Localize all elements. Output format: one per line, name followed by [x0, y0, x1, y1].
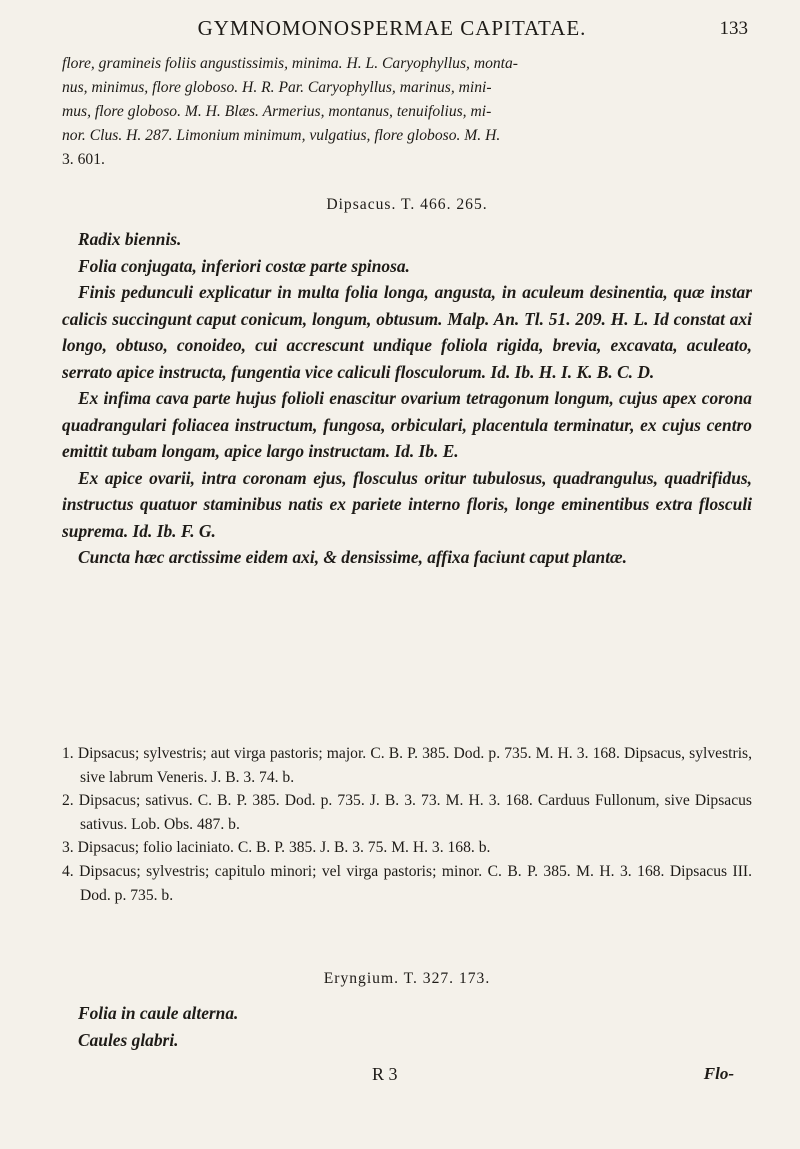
description-paragraph: Finis pedunculi explicatur in multa folia longa, angusta, in aculeum desinentia, quæ instar calicis succingunt caput conicum, longum, obtusum. Malp. An. Tl. 51. 209. H. L. Id constat axi longo, obtuso, conoideo, cui accrescunt undique foliola rigida, brevia, excavata, aculeato, serrato apice instructa, fungentia vice caliculi flosculorum. Id. Ib. H. I. K. B. C. D. [62, 282, 752, 382]
description-paragraph: Ex infima cava parte hujus folioli enascitur ovarium tetragonum longum, cujus apex corona quadrangulari foliacea instructum, fungosa, orbiculari, placentula terminatur, ex cujus centro emittit tubam longam, apice largo instructam. Id. Ib. E. [62, 388, 752, 461]
section-heading-dipsacus: Dipsacus. T. 466. 265. [326, 196, 488, 213]
intro-line: 3. 601. [62, 151, 105, 168]
description-paragraph: Folia in caule alterna. [78, 1003, 239, 1023]
description-paragraph: Cuncta hæc arctissime eidem axi, & densissime, affixa faciunt caput plantæ. [78, 547, 627, 567]
eryngium-description [62, 1000, 752, 1053]
signature-mark: R 3 [372, 1064, 398, 1084]
description-paragraph: Folia conjugata, inferiori costæ parte spinosa. [78, 255, 410, 276]
synonym-entry: 4. Dipsacus; sylvestris; capitulo minori; vel virga pastoris; minor. C. B. P. 385. M. H. 3. 168. Dipsacus III. Dod. p. 735. b. [62, 862, 752, 904]
dipsacus-description [62, 226, 752, 571]
description-paragraph: Ex apice ovarii, intra coronam ejus, flosculus oritur tubulosus, quadrangulus, quadrifidus, instructus quatuor staminibus natis ex pariete interno floris, longe eminentibus extra flosculi suprema. Id. Ib. F. G. [62, 467, 752, 541]
page-number: 133 [719, 18, 748, 39]
description-paragraph: Radix biennis. [78, 229, 182, 249]
intro-line: nus, minimus, flore globoso. H. R. Par. Caryophyllus, marinus, mini- [62, 79, 492, 96]
intro-line: mus, flore globoso. M. H. Blæs. Armerius, montanus, tenuifolius, mi- [62, 103, 492, 120]
intro-text [62, 52, 752, 172]
intro-line: flore, gramineis foliis angustissimis, minima. H. L. Caryophyllus, monta- [62, 55, 518, 72]
synonym-entry: 2. Dipsacus; sativus. C. B. P. 385. Dod. p. 735. J. B. 3. 73. M. H. 3. 168. Carduus Fullonum, sive Dipsacus sativus. Lob. Obs. 487. b. [62, 792, 752, 833]
synonym-entry: 3. Dipsacus; folio laciniato. C. B. P. 385. J. B. 3. 75. M. H. 3. 168. b. [62, 839, 491, 857]
synonym-entry: 1. Dipsacus; sylvestris; aut virga pastoris; major. C. B. P. 385. Dod. p. 735. M. H. 3. 168. Dipsacus, sylvestris, sive labrum Veneris. J. B. 3. 74. b. [62, 745, 752, 786]
running-title: GYMNOMONOSPERMAE CAPITATAE. [197, 16, 587, 40]
dipsacus-synonyms [62, 742, 752, 907]
description-paragraph: Caules glabri. [78, 1029, 179, 1050]
intro-line: nor. Clus. H. 287. Limonium minimum, vulgatius, flore globoso. M. H. [62, 127, 501, 144]
section-heading-eryngium: Eryngium. T. 327. 173. [323, 970, 491, 987]
catchword: Flo- [703, 1064, 734, 1083]
